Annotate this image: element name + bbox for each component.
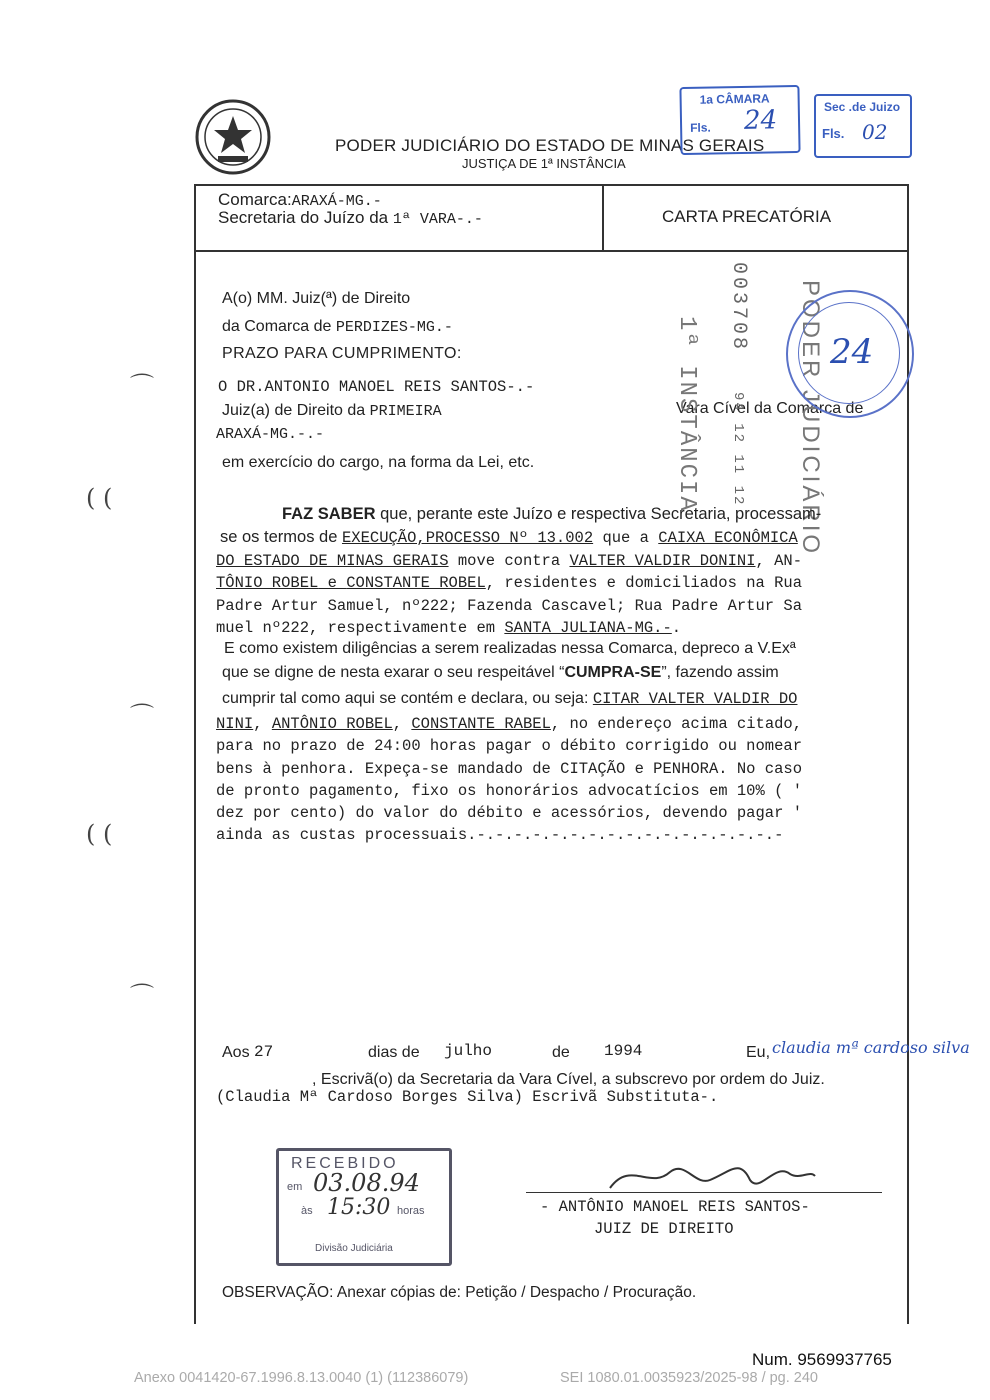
sep-1: , xyxy=(253,715,272,733)
closing-year: 1994 xyxy=(604,1042,643,1060)
body-line-13: de pronto pagamento, fixo os honorários advocatícios em 10% ( ' xyxy=(216,782,802,800)
form-mid-border xyxy=(194,250,908,252)
faz-saber: FAZ SABER xyxy=(282,505,376,523)
received-title: RECEBIDO xyxy=(291,1155,399,1172)
body-line-8 xyxy=(222,664,779,682)
body-line-5: Padre Artur Samuel, nº222; Fazenda Cascavel; Rua Padre Artur Sa xyxy=(216,597,802,615)
folha-stamp xyxy=(679,85,800,155)
sei-reference: SEI 1080.01.0035923/2025-98 / pg. 240 xyxy=(560,1370,818,1386)
juizo-stamp-label: Sec .de Juizo xyxy=(824,100,901,114)
margin-bracket-1: ⌒ xyxy=(130,372,154,400)
body-line-1 xyxy=(282,505,821,524)
body-line-14: dez por cento) do valor do débito e acessórios, devendo pagar ' xyxy=(216,804,802,822)
aos-label: Aos xyxy=(222,1044,250,1061)
received-time: 15:30 xyxy=(327,1195,391,1220)
body-line-12: bens à penhora. Expeça-se mandado de CITAÇÃO e PENHORA. No caso xyxy=(216,760,802,778)
eu-label: Eu, xyxy=(746,1044,771,1061)
body-p1-l1: que, perante este Juízo e respectiva Secretaria, processam- xyxy=(375,505,822,523)
left-border xyxy=(194,184,196,1324)
doc-type: CARTA PRECATÓRIA xyxy=(662,207,832,226)
city-santa-juliana: SANTA JULIANA-MG.- xyxy=(504,619,672,637)
body-p1-l2-pre: se os termos de xyxy=(220,528,342,546)
defendant-3: CONSTANTE ROBEL xyxy=(346,574,486,592)
received-as-label: às xyxy=(301,1205,313,1217)
de-label: de xyxy=(552,1044,570,1061)
vara-ordinal: PRIMEIRA xyxy=(369,403,442,420)
defendant-1: VALTER VALDIR DONINI xyxy=(569,552,756,570)
citar-name-2: ANTÔNIO ROBEL xyxy=(271,715,393,733)
received-footer: Divisão Judiciária xyxy=(315,1243,393,1254)
form-divider xyxy=(602,185,604,251)
addressee-line1: A(o) MM. Juiz(ª) de Direito xyxy=(222,290,411,307)
body-line-7: E como existem diligências a serem realizadas nessa Comarca, depreco a V.Exª xyxy=(224,640,796,657)
plaintiff-name-cont: DO ESTADO DE MINAS GERAIS xyxy=(216,552,449,570)
vara-civel-label: Vara Cível da Comarca de xyxy=(676,400,864,417)
closing-line3: (Claudia Mª Cardoso Borges Silva) Escrivã Substituta-. xyxy=(216,1088,719,1106)
judge-name: O DR.ANTONIO MANOEL REIS SANTOS-.- xyxy=(218,378,535,396)
body-line-11: para no prazo de 24:00 horas pagar o débito corrigido ou nomear xyxy=(216,737,802,755)
body-p1-l3-mid: move contra xyxy=(448,552,570,570)
plaintiff-name: CAIXA ECONÔMICA xyxy=(658,529,798,547)
body-p2-l3-pre: cumprir tal como aqui se contém e declara, ou seja: xyxy=(222,690,593,707)
instancia-stamp: 1ª INSTÂNCIA xyxy=(673,316,700,513)
prazo-label: PRAZO PARA CUMPRIMENTO: xyxy=(222,345,462,362)
received-horas-label: horas xyxy=(397,1205,425,1217)
dias-label: dias de xyxy=(368,1044,420,1061)
body-p2-l2-pre: que se digne de nesta exarar o seu respeitável “ xyxy=(222,664,565,681)
closing-line2: , Escrivã(o) da Secretaria da Vara Cível, a subscrevo por ordem do Juiz. xyxy=(312,1071,825,1088)
annex-reference: Anexo 0041420-67.1996.8.13.0040 (1) (112386079) xyxy=(134,1370,469,1386)
closing-day: 27 xyxy=(254,1043,274,1061)
sep-2: , xyxy=(392,715,412,733)
folha-stamp-number: 24 xyxy=(743,105,778,136)
juizo-stamp-prefix: Fls. xyxy=(822,126,845,141)
protocol-number-stamp: 003708 xyxy=(727,262,750,353)
cumpra-se: CUMPRA-SE xyxy=(564,664,662,681)
addressee-line5 xyxy=(222,402,442,420)
body-p2-l2-post: ”, fazendo assim xyxy=(661,664,779,681)
received-em-label: em xyxy=(287,1181,303,1193)
margin-bracket-2: ( ( xyxy=(86,484,113,512)
poder-judiciario-stamp: PODER JUDICIÁRIO xyxy=(797,280,824,557)
margin-bracket-3: ⌒ xyxy=(130,702,154,730)
body-line-9 xyxy=(222,690,797,708)
tribunal-circle-stamp xyxy=(786,290,914,418)
body-line-15: ainda as custas processuais.-.-.-.-.-.-.-.-.-.-.-.-.-.-.-.-.- xyxy=(216,826,784,844)
coat-of-arms-icon xyxy=(194,98,272,176)
citar-name-3: CONSTANTE RABEL xyxy=(411,715,551,733)
protocol-date-stamp: 94 12 11 12 xyxy=(730,392,746,507)
folha-stamp-prefix: Fls. xyxy=(690,120,711,135)
margin-bracket-5: ⌒ xyxy=(130,982,154,1010)
secretaria-label: Secretaria do Juízo da xyxy=(218,208,389,227)
judge-signature-title: JUIZ DE DIREITO xyxy=(594,1220,734,1238)
citar-name-1-cont: NINI xyxy=(216,715,254,733)
comarca-de-value: PERDIZES-MG.- xyxy=(335,319,453,336)
margin-bracket-4: ( ( xyxy=(86,820,113,848)
circle-stamp-number: 24 xyxy=(830,332,874,372)
page-subtitle: JUSTIÇA DE 1ª INSTÂNCIA xyxy=(462,156,626,171)
case-reference: EXECUÇÃO,PROCESSO Nº 13.002 xyxy=(341,529,594,547)
comarca-araxa: ARAXÁ-MG.-.- xyxy=(216,426,325,443)
comarca-de-label: da Comarca de xyxy=(222,318,332,335)
body-line-4 xyxy=(216,574,802,592)
conjunction-e: e xyxy=(318,574,347,592)
body-p1-l2-mid: que a xyxy=(593,529,659,547)
body-p1-l6-end: . xyxy=(671,619,682,637)
received-stamp xyxy=(276,1148,452,1266)
juizo-stamp xyxy=(814,94,912,158)
body-line-10 xyxy=(216,715,802,733)
closing-month: julho xyxy=(444,1042,493,1060)
folha-stamp-label: 1a CÂMARA xyxy=(699,91,770,107)
comarca-field xyxy=(218,190,382,210)
clerk-signature: claudia mª cardoso silva xyxy=(772,1038,970,1057)
body-line-6 xyxy=(216,619,681,637)
secretaria-value: 1ª VARA-.- xyxy=(392,211,483,228)
observation: OBSERVAÇÃO: Anexar cópias de: Petição / Despacho / Procuração. xyxy=(222,1284,697,1301)
received-date: 03.08.94 xyxy=(313,1169,420,1197)
body-p1-l6-pre: muel nº222, respectivamente em xyxy=(216,619,505,637)
citar-name-1: CITAR VALTER VALDIR DO xyxy=(592,690,798,708)
juizo-stamp-number: 02 xyxy=(862,120,888,144)
defendant-2: TÔNIO ROBEL xyxy=(216,574,319,592)
signature-line xyxy=(526,1192,882,1193)
judge-signature-name: - ANTÔNIO MANOEL REIS SANTOS- xyxy=(540,1198,810,1216)
document-number: Num. 9569937765 xyxy=(752,1350,892,1369)
body-p1-l3-end: , AN- xyxy=(755,552,803,570)
body-line-2 xyxy=(220,528,798,547)
body-p2-l4-rest: , no endereço acima citado, xyxy=(550,715,803,733)
juiz-direito-label: Juiz(a) de Direito da xyxy=(222,402,366,419)
body-p1-l4-rest: , residentes e domiciliados na Rua xyxy=(485,574,803,592)
page-title: PODER JUDICIÁRIO DO ESTADO DE MINAS GERAIS xyxy=(335,136,765,155)
exercicio-line: em exercício do cargo, na forma da Lei, etc. xyxy=(222,454,535,471)
secretaria-field xyxy=(218,208,483,228)
form-top-border xyxy=(194,184,908,186)
body-line-3 xyxy=(216,552,802,570)
comarca-label: Comarca: xyxy=(218,190,292,209)
addressee-line2 xyxy=(222,318,453,336)
comarca-value: ARAXÁ-MG.- xyxy=(291,193,382,210)
